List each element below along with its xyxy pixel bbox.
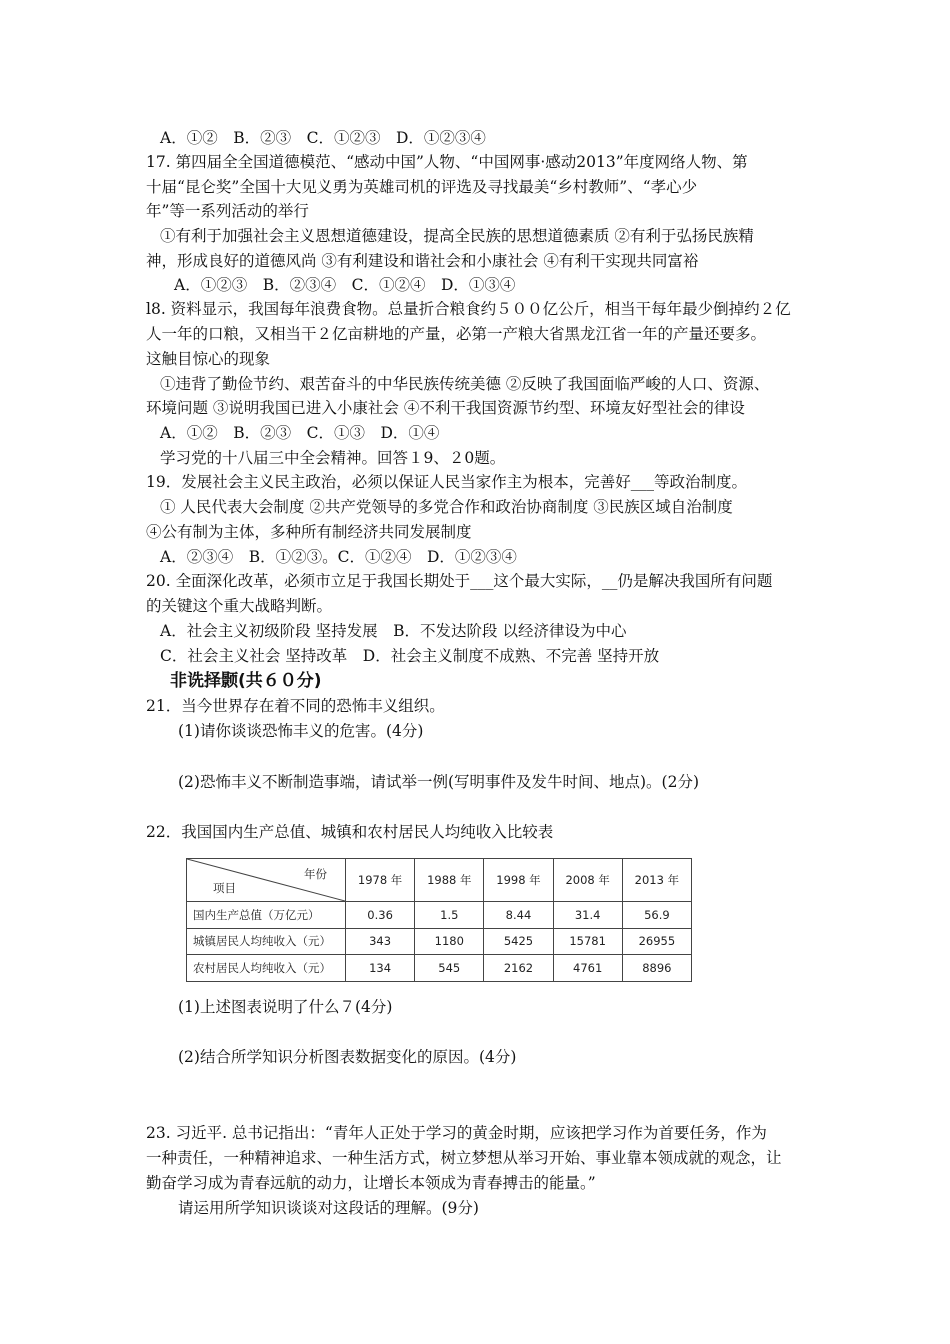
table-cell: 343 (346, 928, 415, 955)
q17-stem-line3: 年”等一系列活动的举行 (146, 202, 309, 220)
table-cell: 1.5 (415, 902, 484, 929)
q20-stem-line2: 的关键这个重大战略判断。 (146, 597, 333, 615)
section-heading: 非诜择颢(共６０分) (170, 671, 322, 691)
table-cell: 15781 (553, 928, 622, 955)
corner-item-label: 项目 (213, 881, 236, 895)
q22-sub2: (2)结合所学知识分析图表数据变化的原因。(4分) (178, 1048, 517, 1066)
q23-stem-line2: 一种责任，一种精神追求、一种生活方式，树立梦想从举习开始、事业靠本领成就的观念，让 (146, 1149, 782, 1167)
table-cell: 4761 (553, 955, 622, 982)
year-header: 1978 年 (346, 859, 415, 902)
income-table (186, 858, 692, 982)
table-cell: 2162 (484, 955, 553, 982)
q22-sub1: (1)上述图表说明了什么７(4分) (178, 998, 393, 1016)
row-label: 国内生产总值（万亿元） (187, 902, 346, 929)
q18-statements-line2: 环境问题 ③说明我国已进入小康社会 ④不利干我国资源节约型、环境友好型社会的律设 (146, 399, 745, 417)
q17-statements-line1: ①有利于加强社会主义恩想道德建设，提高全民族的思想道德素质 ②有利于弘扬民族精 (160, 227, 754, 245)
q20-options-line2: C．社会主义社会 坚持改革 D．社会主义制度不成熟、不完善 坚持开放 (160, 647, 660, 665)
q19-options: A．②③④ B．①②③。C．①②④ D．①②③④ (160, 548, 517, 566)
table-cell: 1180 (415, 928, 484, 955)
table-cell: 5425 (484, 928, 553, 955)
table-cell: 8896 (622, 955, 691, 982)
table-cell: 8.44 (484, 902, 553, 929)
q19-statements-line1: ① 人民代表大会制度 ②共产党领导的多党合作和政治协商制度 ③民族区域自治制度 (160, 498, 733, 516)
year-header: 1998 年 (484, 859, 553, 902)
table-cell: 31.4 (553, 902, 622, 929)
table-cell: 56.9 (622, 902, 691, 929)
q22-stem: 22．我国国内生产总值、城镇和农村居民人均纯收入比较表 (146, 823, 554, 841)
q20-options-line1: A．社会主义初级阶段 坚持发展 B．不发达阶段 以经济律设为中心 (160, 622, 627, 640)
q17-stem-line1: 17. 第四届全全国道德模范、“感动中国”人物、“中国网事·感动2013”年度网络人物、第 (146, 153, 748, 171)
table-row (187, 955, 692, 982)
q18-stem-line1: l8. 资料显示，我国每年浪费食物。总量折合粮食约５００亿公斤，相当干每年最少倒掉约２亿 (146, 300, 791, 318)
q21-stem: 21．当今世界存在着不同的恐怖丰义组织。 (146, 697, 445, 715)
year-header: 2013 年 (622, 859, 691, 902)
q23-stem-line1: 23. 习近平. 总书记指出：“青年人正处于学习的黄金时期，应该把学习作为首要任务，作为 (146, 1124, 767, 1142)
year-header: 2008 年 (553, 859, 622, 902)
table-corner-cell (187, 859, 346, 902)
q18-stem-line2: 人一年的口粮，又相当干２亿亩耕地的产量，必第一产粮大省黑龙江省一年的产量还要多。 (146, 325, 767, 343)
q20-stem-line1: 20. 全面深化改革，必须市立足于我国长期处于___这个最大实际，__仍是解决我国所有问题 (146, 572, 773, 590)
table-cell: 26955 (622, 928, 691, 955)
q17-stem-line2: 十届“昆仑奖”全国十大见义勇为英雄司机的评选及寻找最美“乡村教师”、“孝心少 (146, 178, 698, 196)
table-header-row (187, 859, 692, 902)
q17-statements-line2: 神，形成良好的道德风尚 ③有利建设和谐社会和小康社会 ④有利干实现共同富裕 (146, 252, 699, 270)
q21-sub2: (2)恐怖丰义不断制造事端，请试举一例(写明事件及发牛时间、地点)。(2分) (178, 773, 700, 791)
table-row (187, 928, 692, 955)
q23-stem-line3: 勤奋学习成为青春远航的动力，让增长本领成为青春搏击的能量。” (146, 1174, 596, 1192)
table-cell: 134 (346, 955, 415, 982)
q18-options: A．①② B．②③ C．①③ D．①④ (160, 424, 440, 442)
row-label: 农村居民人均纯收入（元） (187, 955, 346, 982)
q19-stem: 19．发展社会主义民主政治，必须以保证人民当家作主为根本，完善好___等政治制度。 (146, 473, 747, 491)
row-label: 城镇居民人均纯收入（元） (187, 928, 346, 955)
q18-statements-line1: ①违背了勤俭节约、艰苦奋斗的中华民族传统美德 ②反映了我国面临严峻的人口、资源、 (160, 375, 770, 393)
table-cell: 545 (415, 955, 484, 982)
table-cell: 0.36 (346, 902, 415, 929)
q23-task: 请运用所学知识谈谈对这段话的理解。(9分) (178, 1199, 479, 1217)
q19-20-intro: 学习党的十八届三中全会精神。回答１9、２0题。 (160, 449, 506, 467)
q17-options: A．①②③ B．②③④ C．①②④ D．①③④ (174, 276, 516, 294)
corner-year-label: 年份 (304, 867, 327, 881)
year-header: 1988 年 (415, 859, 484, 902)
q21-sub1: (1)请你谈谈恐怖丰义的危害。(4分) (178, 722, 424, 740)
q19-statements-line2: ④公有制为主体，多种所有制经济共同发展制度 (146, 523, 472, 541)
q16-options: A．①② B．②③ C．①②③ D．①②③④ (160, 129, 486, 147)
q18-stem-line3: 这触目惊心的现象 (146, 350, 271, 368)
table-row (187, 902, 692, 929)
